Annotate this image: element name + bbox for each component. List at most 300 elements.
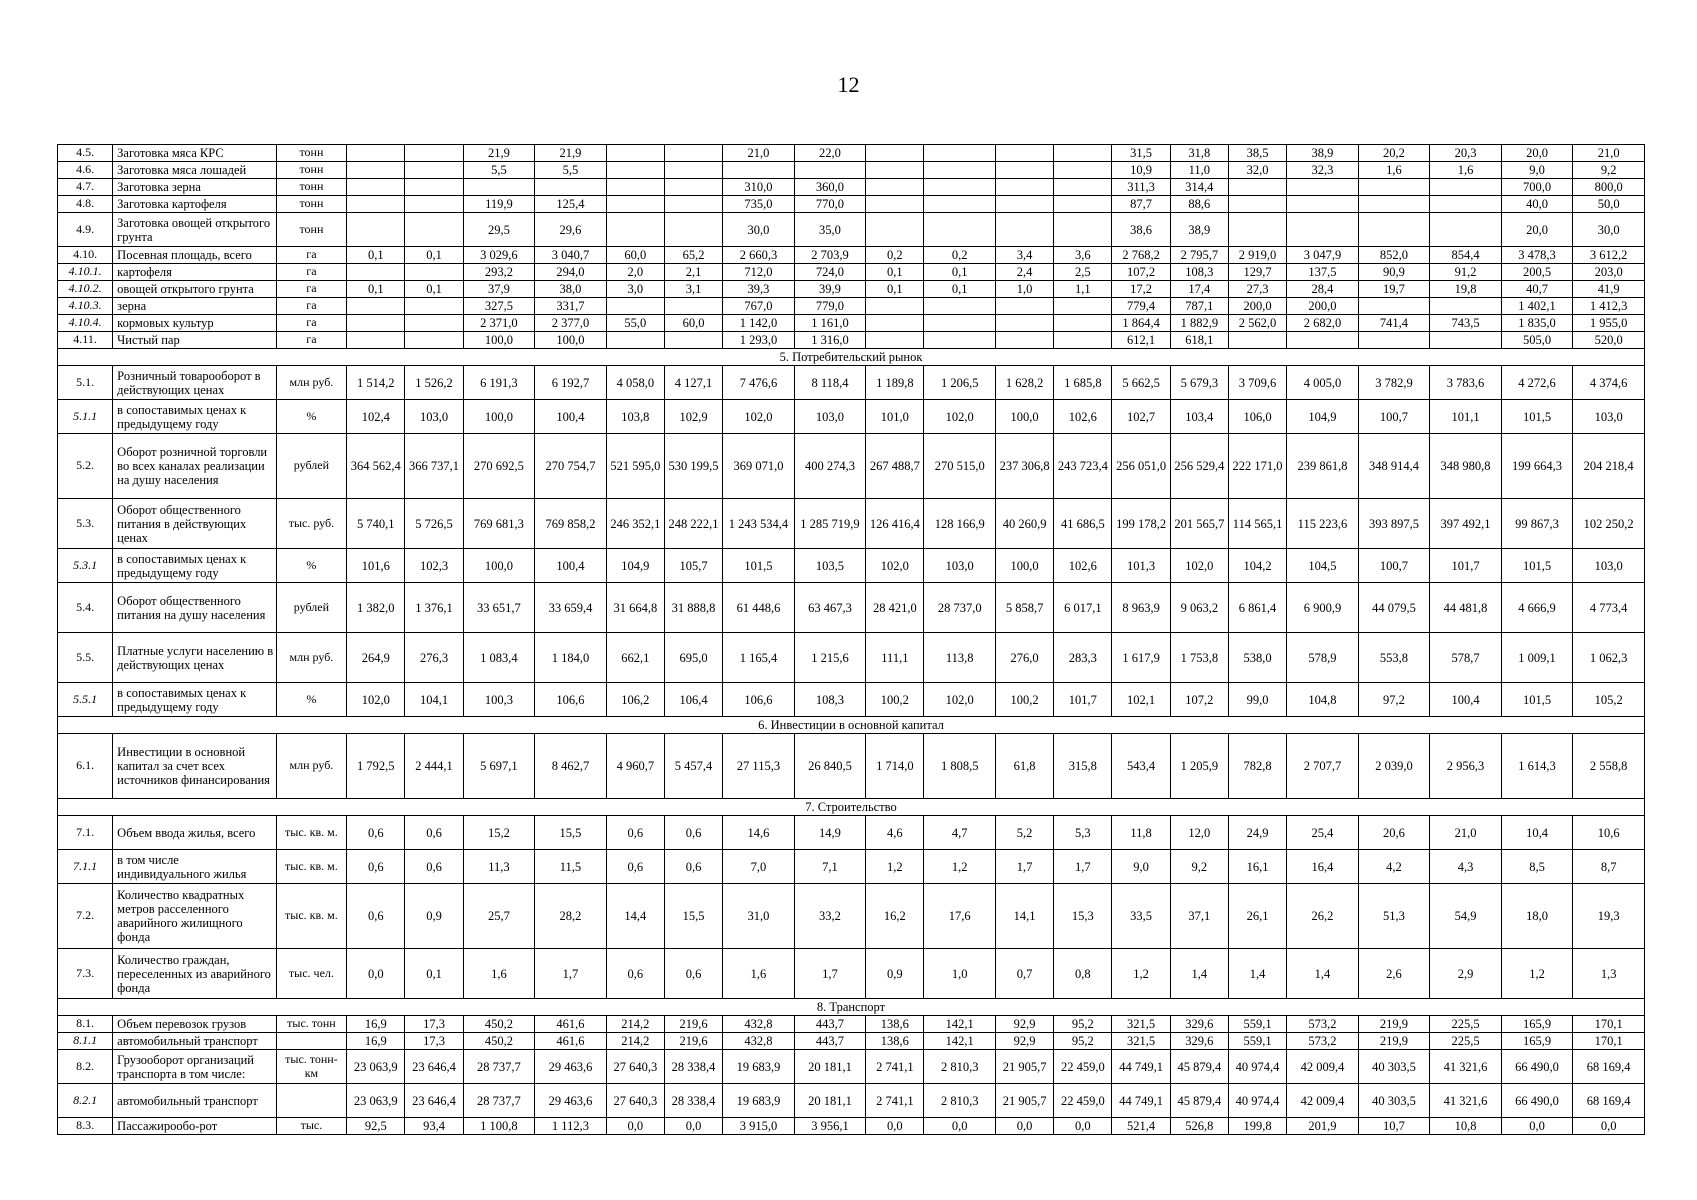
value-cell: 3 956,1 — [794, 1118, 866, 1135]
value-cell: 104,9 — [606, 549, 664, 583]
value-cell: 5 858,7 — [996, 583, 1054, 633]
indicator-code: 5.1. — [58, 366, 113, 400]
value-cell: 104,2 — [1228, 549, 1286, 583]
value-cell: 2 810,3 — [924, 1084, 996, 1118]
value-cell: 4,3 — [1430, 850, 1502, 884]
value-cell — [924, 298, 996, 315]
value-cell: 3 709,6 — [1228, 366, 1286, 400]
value-cell: 100,4 — [535, 549, 607, 583]
value-cell — [866, 315, 924, 332]
value-cell: 92,9 — [996, 1033, 1054, 1050]
value-cell: 1 955,0 — [1573, 315, 1645, 332]
indicator-code: 7.3. — [58, 949, 113, 999]
value-cell: 0,6 — [347, 850, 405, 884]
value-cell: 100,3 — [463, 683, 535, 717]
value-cell: 39,9 — [794, 281, 866, 298]
value-cell: 100,0 — [535, 332, 607, 349]
indicator-code: 4.5. — [58, 145, 113, 162]
value-cell: 138,6 — [866, 1016, 924, 1033]
value-cell: 0,6 — [405, 816, 463, 850]
indicator-name: в том числе индивидуального жилья — [113, 850, 277, 884]
indicator-name: Заготовка мяса лошадей — [113, 162, 277, 179]
value-cell — [996, 298, 1054, 315]
value-cell: 21,0 — [1430, 816, 1502, 850]
value-cell: 276,3 — [405, 633, 463, 683]
value-cell: 0,6 — [606, 850, 664, 884]
value-cell: 115 223,6 — [1287, 499, 1359, 549]
indicator-name: в сопоставимых ценах к предыдущему году — [113, 549, 277, 583]
value-cell: 264,9 — [347, 633, 405, 683]
value-cell — [405, 332, 463, 349]
value-cell: 33,5 — [1112, 884, 1170, 949]
value-cell: 225,5 — [1430, 1033, 1502, 1050]
value-cell: 0,0 — [996, 1118, 1054, 1135]
value-cell: 111,1 — [866, 633, 924, 683]
value-cell: 30,0 — [1573, 213, 1645, 247]
table-row — [58, 332, 1645, 349]
value-cell: 329,6 — [1170, 1016, 1228, 1033]
value-cell: 1 792,5 — [347, 734, 405, 799]
value-cell: 397 492,1 — [1430, 499, 1502, 549]
section-title: 6. Инвестиции в основной капитал — [58, 717, 1645, 734]
value-cell: 1 083,4 — [463, 633, 535, 683]
unit-cell: тонн — [276, 162, 347, 179]
value-cell — [1287, 196, 1359, 213]
value-cell: 9,0 — [1112, 850, 1170, 884]
value-cell — [405, 298, 463, 315]
value-cell: 450,2 — [463, 1016, 535, 1033]
indicator-name: картофеля — [113, 264, 277, 281]
value-cell: 4 005,0 — [1287, 366, 1359, 400]
value-cell: 6 017,1 — [1054, 583, 1112, 633]
unit-cell: тыс. тонн-км — [276, 1050, 347, 1084]
value-cell — [405, 179, 463, 196]
indicator-code: 6.1. — [58, 734, 113, 799]
value-cell: 769 858,2 — [535, 499, 607, 549]
value-cell — [924, 315, 996, 332]
value-cell: 724,0 — [794, 264, 866, 281]
value-cell: 18,0 — [1501, 884, 1573, 949]
value-cell: 1 753,8 — [1170, 633, 1228, 683]
value-cell — [1054, 145, 1112, 162]
value-cell: 8 462,7 — [535, 734, 607, 799]
value-cell: 327,5 — [463, 298, 535, 315]
value-cell: 100,4 — [535, 400, 607, 434]
value-cell: 1,2 — [1501, 949, 1573, 999]
value-cell: 573,2 — [1287, 1016, 1359, 1033]
value-cell: 44 749,1 — [1112, 1084, 1170, 1118]
value-cell: 20 181,1 — [794, 1084, 866, 1118]
value-cell: 3,4 — [996, 247, 1054, 264]
value-cell: 16,4 — [1287, 850, 1359, 884]
value-cell: 7,0 — [723, 850, 795, 884]
value-cell: 0,6 — [606, 949, 664, 999]
table-row — [58, 247, 1645, 264]
table-row — [58, 298, 1645, 315]
value-cell: 22 459,0 — [1054, 1050, 1112, 1084]
section-header-row — [58, 999, 1645, 1016]
value-cell: 0,6 — [347, 884, 405, 949]
value-cell: 15,2 — [463, 816, 535, 850]
value-cell: 0,2 — [866, 247, 924, 264]
value-cell: 5 726,5 — [405, 499, 463, 549]
value-cell: 1 205,9 — [1170, 734, 1228, 799]
value-cell: 743,5 — [1430, 315, 1502, 332]
value-cell: 29 463,6 — [535, 1084, 607, 1118]
value-cell: 40,0 — [1501, 196, 1573, 213]
value-cell: 578,9 — [1287, 633, 1359, 683]
value-cell: 99 867,3 — [1501, 499, 1573, 549]
value-cell — [1054, 179, 1112, 196]
value-cell: 129,7 — [1228, 264, 1286, 281]
value-cell: 103,0 — [405, 400, 463, 434]
value-cell: 63 467,3 — [794, 583, 866, 633]
value-cell: 3 478,3 — [1501, 247, 1573, 264]
value-cell: 24,9 — [1228, 816, 1286, 850]
table-row — [58, 162, 1645, 179]
value-cell — [405, 162, 463, 179]
unit-cell: млн руб. — [276, 633, 347, 683]
value-cell: 7 476,6 — [723, 366, 795, 400]
value-cell: 2 558,8 — [1573, 734, 1645, 799]
value-cell: 769 681,3 — [463, 499, 535, 549]
value-cell: 26 840,5 — [794, 734, 866, 799]
unit-cell: рублей — [276, 583, 347, 633]
value-cell: 1 142,0 — [723, 315, 795, 332]
value-cell: 101,7 — [1054, 683, 1112, 717]
value-cell: 695,0 — [664, 633, 722, 683]
indicator-name: Пассажирообо-рот — [113, 1118, 277, 1135]
value-cell: 40 303,5 — [1358, 1050, 1430, 1084]
value-cell: 40 974,4 — [1228, 1084, 1286, 1118]
value-cell — [347, 145, 405, 162]
value-cell: 106,6 — [535, 683, 607, 717]
value-cell: 37,1 — [1170, 884, 1228, 949]
value-cell: 20,6 — [1358, 816, 1430, 850]
value-cell — [664, 332, 722, 349]
value-cell: 21,0 — [1573, 145, 1645, 162]
value-cell: 331,7 — [535, 298, 607, 315]
value-cell: 101,0 — [866, 400, 924, 434]
value-cell: 104,5 — [1287, 549, 1359, 583]
value-cell: 16,1 — [1228, 850, 1286, 884]
value-cell: 29,5 — [463, 213, 535, 247]
value-cell — [1228, 179, 1286, 196]
value-cell: 559,1 — [1228, 1016, 1286, 1033]
value-cell — [924, 162, 996, 179]
value-cell: 25,7 — [463, 884, 535, 949]
indicator-name: Объем ввода жилья, всего — [113, 816, 277, 850]
value-cell: 400 274,3 — [794, 434, 866, 499]
value-cell — [996, 145, 1054, 162]
value-cell: 31,5 — [1112, 145, 1170, 162]
value-cell: 0,0 — [866, 1118, 924, 1135]
indicator-code: 4.7. — [58, 179, 113, 196]
section-title: 7. Строительство — [58, 799, 1645, 816]
value-cell: 4 960,7 — [606, 734, 664, 799]
value-cell: 100,0 — [463, 400, 535, 434]
table-row — [58, 734, 1645, 799]
value-cell: 2,9 — [1430, 949, 1502, 999]
value-cell: 11,5 — [535, 850, 607, 884]
value-cell — [866, 162, 924, 179]
value-cell: 27,3 — [1228, 281, 1286, 298]
value-cell: 60,0 — [664, 315, 722, 332]
value-cell: 0,6 — [405, 850, 463, 884]
value-cell: 201 565,7 — [1170, 499, 1228, 549]
value-cell: 106,4 — [664, 683, 722, 717]
unit-cell: тыс. кв. м. — [276, 816, 347, 850]
table-row — [58, 1016, 1645, 1033]
value-cell: 3 782,9 — [1358, 366, 1430, 400]
value-cell: 369 071,0 — [723, 434, 795, 499]
value-cell: 102,1 — [1112, 683, 1170, 717]
unit-cell: % — [276, 683, 347, 717]
value-cell: 103,0 — [1573, 400, 1645, 434]
table-row — [58, 1033, 1645, 1050]
value-cell: 5,2 — [996, 816, 1054, 850]
value-cell: 165,9 — [1501, 1016, 1573, 1033]
value-cell: 39,3 — [723, 281, 795, 298]
value-cell: 170,1 — [1573, 1033, 1645, 1050]
value-cell: 770,0 — [794, 196, 866, 213]
value-cell: 2 371,0 — [463, 315, 535, 332]
value-cell: 214,2 — [606, 1033, 664, 1050]
value-cell: 1 514,2 — [347, 366, 405, 400]
indicator-name: автомобильный транспорт — [113, 1084, 277, 1118]
value-cell: 1 189,8 — [866, 366, 924, 400]
value-cell: 142,1 — [924, 1033, 996, 1050]
value-cell: 16,9 — [347, 1016, 405, 1033]
value-cell: 41 321,6 — [1430, 1050, 1502, 1084]
value-cell: 44 481,8 — [1430, 583, 1502, 633]
value-cell: 0,6 — [347, 816, 405, 850]
value-cell: 103,8 — [606, 400, 664, 434]
indicator-code: 4.6. — [58, 162, 113, 179]
value-cell: 1,2 — [866, 850, 924, 884]
value-cell: 10,8 — [1430, 1118, 1502, 1135]
value-cell: 199,8 — [1228, 1118, 1286, 1135]
value-cell: 100,7 — [1358, 549, 1430, 583]
value-cell: 15,3 — [1054, 884, 1112, 949]
indicator-name: автомобильный транспорт — [113, 1033, 277, 1050]
value-cell: 1 617,9 — [1112, 633, 1170, 683]
value-cell: 225,5 — [1430, 1016, 1502, 1033]
value-cell: 1,2 — [1112, 949, 1170, 999]
value-cell: 246 352,1 — [606, 499, 664, 549]
value-cell: 126 416,4 — [866, 499, 924, 549]
value-cell — [866, 179, 924, 196]
table-row — [58, 884, 1645, 949]
value-cell: 2 768,2 — [1112, 247, 1170, 264]
value-cell: 2 919,0 — [1228, 247, 1286, 264]
value-cell — [1358, 298, 1430, 315]
value-cell — [924, 145, 996, 162]
value-cell: 199 664,3 — [1501, 434, 1573, 499]
value-cell: 219,6 — [664, 1016, 722, 1033]
indicator-code: 4.9. — [58, 213, 113, 247]
value-cell: 102,0 — [723, 400, 795, 434]
unit-cell: тыс. тонн — [276, 1016, 347, 1033]
indicator-code: 4.11. — [58, 332, 113, 349]
value-cell: 1,7 — [1054, 850, 1112, 884]
value-cell — [405, 145, 463, 162]
page-number: 12 — [837, 72, 860, 97]
value-cell: 87,7 — [1112, 196, 1170, 213]
indicator-code: 7.2. — [58, 884, 113, 949]
indicator-name: Количество граждан, переселенных из аварийного фонда — [113, 949, 277, 999]
value-cell: 11,8 — [1112, 816, 1170, 850]
value-cell: 128 166,9 — [924, 499, 996, 549]
value-cell: 4 058,0 — [606, 366, 664, 400]
value-cell: 119,9 — [463, 196, 535, 213]
value-cell: 203,0 — [1573, 264, 1645, 281]
indicator-name: Заготовка мяса КРС — [113, 145, 277, 162]
value-cell — [996, 196, 1054, 213]
value-cell: 102 250,2 — [1573, 499, 1645, 549]
value-cell: 101,1 — [1430, 400, 1502, 434]
value-cell: 1,6 — [463, 949, 535, 999]
value-cell: 28,2 — [535, 884, 607, 949]
value-cell: 782,8 — [1228, 734, 1286, 799]
value-cell: 219,6 — [664, 1033, 722, 1050]
value-cell: 1 808,5 — [924, 734, 996, 799]
value-cell: 1,3 — [1573, 949, 1645, 999]
value-cell — [996, 213, 1054, 247]
section-title: 8. Транспорт — [58, 999, 1645, 1016]
value-cell: 28 737,7 — [463, 1050, 535, 1084]
table-row — [58, 434, 1645, 499]
value-cell: 767,0 — [723, 298, 795, 315]
unit-cell: % — [276, 549, 347, 583]
value-cell: 1 382,0 — [347, 583, 405, 633]
value-cell: 100,0 — [996, 549, 1054, 583]
value-cell: 0,1 — [924, 264, 996, 281]
value-cell: 55,0 — [606, 315, 664, 332]
value-cell — [1287, 179, 1359, 196]
value-cell — [866, 196, 924, 213]
value-cell: 505,0 — [1501, 332, 1573, 349]
value-cell: 1 316,0 — [794, 332, 866, 349]
value-cell: 28 338,4 — [664, 1050, 722, 1084]
unit-cell: тонн — [276, 213, 347, 247]
value-cell: 21,9 — [463, 145, 535, 162]
value-cell: 0,9 — [866, 949, 924, 999]
value-cell: 6 861,4 — [1228, 583, 1286, 633]
value-cell: 28 737,0 — [924, 583, 996, 633]
value-cell: 8 963,9 — [1112, 583, 1170, 633]
unit-cell: га — [276, 298, 347, 315]
value-cell: 1,0 — [996, 281, 1054, 298]
value-cell: 11,0 — [1170, 162, 1228, 179]
value-cell: 102,4 — [347, 400, 405, 434]
value-cell — [405, 213, 463, 247]
value-cell: 29 463,6 — [535, 1050, 607, 1084]
value-cell: 2,0 — [606, 264, 664, 281]
value-cell: 68 169,4 — [1573, 1084, 1645, 1118]
value-cell: 526,8 — [1170, 1118, 1228, 1135]
value-cell: 800,0 — [1573, 179, 1645, 196]
unit-cell: рублей — [276, 434, 347, 499]
value-cell: 38,9 — [1287, 145, 1359, 162]
value-cell: 100,4 — [1430, 683, 1502, 717]
value-cell: 105,7 — [664, 549, 722, 583]
value-cell: 461,6 — [535, 1033, 607, 1050]
value-cell — [1430, 213, 1502, 247]
indicator-code: 4.10. — [58, 247, 113, 264]
indicator-name: Оборот розничной торговли во всех каналах реализации на душу населения — [113, 434, 277, 499]
value-cell: 4,6 — [866, 816, 924, 850]
value-cell: 1 526,2 — [405, 366, 463, 400]
value-cell: 2 377,0 — [535, 315, 607, 332]
value-cell: 2 039,0 — [1358, 734, 1430, 799]
table-row — [58, 549, 1645, 583]
table-row — [58, 683, 1645, 717]
value-cell: 100,2 — [996, 683, 1054, 717]
unit-cell: млн руб. — [276, 734, 347, 799]
value-cell — [996, 179, 1054, 196]
value-cell: 17,2 — [1112, 281, 1170, 298]
value-cell: 31,8 — [1170, 145, 1228, 162]
value-cell: 37,9 — [463, 281, 535, 298]
indicator-code: 5.1.1 — [58, 400, 113, 434]
value-cell: 461,6 — [535, 1016, 607, 1033]
value-cell: 2,6 — [1358, 949, 1430, 999]
value-cell: 108,3 — [1170, 264, 1228, 281]
value-cell — [1358, 213, 1430, 247]
value-cell: 2 682,0 — [1287, 315, 1359, 332]
value-cell: 1 685,8 — [1054, 366, 1112, 400]
value-cell: 102,9 — [664, 400, 722, 434]
value-cell: 2 660,3 — [723, 247, 795, 264]
value-cell — [1054, 298, 1112, 315]
indicator-name: Объем перевозок грузов — [113, 1016, 277, 1033]
value-cell — [1228, 196, 1286, 213]
indicator-name: в сопоставимых ценах к предыдущему году — [113, 400, 277, 434]
value-cell: 106,6 — [723, 683, 795, 717]
value-cell: 1 161,0 — [794, 315, 866, 332]
value-cell: 543,4 — [1112, 734, 1170, 799]
value-cell: 5,3 — [1054, 816, 1112, 850]
indicator-name: овощей открытого грунта — [113, 281, 277, 298]
indicator-name: Чистый пар — [113, 332, 277, 349]
indicator-code: 4.10.4. — [58, 315, 113, 332]
value-cell: 267 488,7 — [866, 434, 924, 499]
value-cell — [866, 145, 924, 162]
value-cell: 14,1 — [996, 884, 1054, 949]
value-cell — [924, 179, 996, 196]
value-cell: 23 646,4 — [405, 1084, 463, 1118]
value-cell: 32,0 — [1228, 162, 1286, 179]
value-cell: 3 029,6 — [463, 247, 535, 264]
indicator-code: 4.8. — [58, 196, 113, 213]
value-cell: 8,5 — [1501, 850, 1573, 884]
indicator-name: Заготовка картофеля — [113, 196, 277, 213]
value-cell: 21,9 — [535, 145, 607, 162]
value-cell: 779,0 — [794, 298, 866, 315]
value-cell: 5 457,4 — [664, 734, 722, 799]
value-cell: 32,3 — [1287, 162, 1359, 179]
value-cell: 17,3 — [405, 1016, 463, 1033]
value-cell: 51,3 — [1358, 884, 1430, 949]
table-row — [58, 315, 1645, 332]
value-cell: 4,7 — [924, 816, 996, 850]
value-cell: 100,0 — [463, 332, 535, 349]
value-cell: 11,3 — [463, 850, 535, 884]
table-row — [58, 816, 1645, 850]
value-cell: 100,0 — [463, 549, 535, 583]
table-row — [58, 400, 1645, 434]
